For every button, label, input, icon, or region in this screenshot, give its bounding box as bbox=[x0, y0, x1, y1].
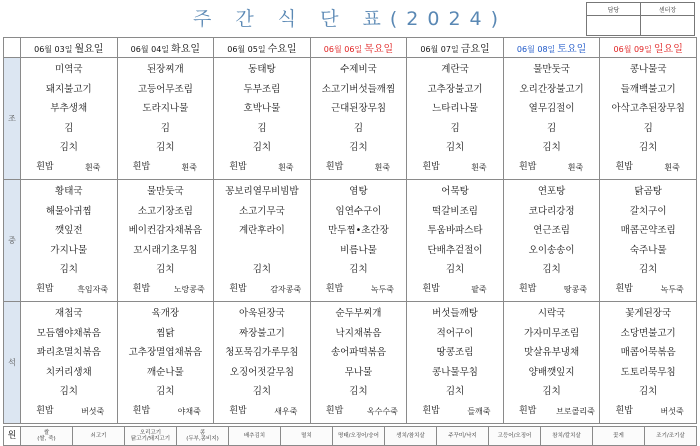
dish-item: 만두찜•초간장 bbox=[328, 225, 389, 236]
rice-item: 흰밥 bbox=[132, 405, 151, 416]
rice-item: 흰밥 bbox=[422, 405, 440, 416]
menu-cell-lunch bbox=[503, 180, 600, 302]
rice-and-porridge bbox=[600, 402, 696, 421]
rice-and-porridge bbox=[118, 158, 214, 177]
menu-cell-breakfast bbox=[310, 58, 407, 180]
dish-item: 김 bbox=[64, 122, 74, 134]
dish-item: 된장찌개 bbox=[146, 64, 184, 75]
menu-cell-dinner bbox=[214, 302, 311, 424]
day-header bbox=[214, 38, 311, 58]
dish-item: 베이컨감자채볶음 bbox=[128, 225, 203, 236]
dish-item: 땅콩조림 bbox=[436, 347, 474, 358]
origin-cell: 고등어/오징어 bbox=[489, 427, 541, 446]
dish-item: 두부조림 bbox=[243, 83, 281, 95]
dish-item: 김치 bbox=[639, 142, 658, 153]
meal-label-lunch: 중 bbox=[4, 180, 21, 302]
rice-and-porridge bbox=[407, 158, 503, 177]
menu-cell-lunch bbox=[21, 180, 118, 302]
dish-item: 열무김절이 bbox=[528, 103, 575, 114]
dish-item: 적어구이 bbox=[436, 327, 474, 339]
dish-item: 모듬햄야채볶음 bbox=[36, 327, 101, 339]
dish-item: 송어파떡볶음 bbox=[330, 347, 386, 358]
dish-item: 아삭고추된장무침 bbox=[611, 103, 685, 114]
rice-and-porridge bbox=[21, 402, 117, 421]
rice-and-porridge bbox=[21, 158, 117, 177]
dish-item: 치커리생채 bbox=[45, 366, 92, 378]
day-weekday: 화요일 bbox=[171, 44, 201, 55]
menu-cell-dinner bbox=[21, 302, 118, 424]
dish-item: 계란후라이 bbox=[238, 225, 285, 236]
dish-item: 김치 bbox=[59, 264, 78, 275]
dish-item: 갈치구이 bbox=[629, 205, 667, 217]
origin-cell: 꽃게 bbox=[593, 427, 645, 446]
origin-cell: 명태/오징어/숭어 bbox=[333, 427, 385, 446]
rice-and-porridge bbox=[504, 402, 600, 421]
dish-item: 맛살유부냉채 bbox=[524, 347, 580, 358]
menu-cell-breakfast bbox=[21, 58, 118, 180]
menu-cell-dinner bbox=[310, 302, 407, 424]
day-weekday: 금요일 bbox=[460, 44, 490, 55]
dish-item: 아욱된장국 bbox=[238, 308, 285, 319]
porridge-item: 땅콩죽 bbox=[563, 284, 588, 294]
rice-item: 흰밥 bbox=[36, 405, 54, 416]
dish-item: 들깨백불고기 bbox=[620, 83, 676, 95]
rice-and-porridge bbox=[407, 402, 503, 421]
dish-item: 시락국 bbox=[537, 308, 566, 319]
porridge-item: 브로콜리죽 bbox=[556, 406, 595, 416]
origin-cell: 생치/참치살 bbox=[385, 427, 437, 446]
rice-item: 흰밥 bbox=[325, 405, 344, 416]
dish-item: 돼지불고기 bbox=[45, 83, 92, 95]
rice-item: 흰밥 bbox=[422, 283, 440, 294]
dish-item: 청포묵김가루무침 bbox=[225, 347, 299, 358]
dish-item: 양배깻잎지 bbox=[528, 366, 575, 378]
dish-item: 단배추겉절이 bbox=[427, 244, 483, 256]
dish-item: 김 bbox=[547, 122, 557, 134]
dish-item: 김치 bbox=[156, 264, 175, 275]
origin-cell: 쇠고기 bbox=[73, 427, 125, 446]
porridge-item: 흰죽 bbox=[181, 162, 197, 172]
menu-table bbox=[3, 37, 697, 424]
dish-item: 해물아귀찜 bbox=[45, 205, 92, 217]
day-date: 06월 06일 bbox=[323, 45, 363, 54]
rice-item: 흰밥 bbox=[132, 283, 151, 294]
dish-item: 꽃게된장국 bbox=[625, 308, 672, 319]
rice-item: 흰밥 bbox=[519, 283, 537, 294]
porridge-item: 흑임자죽 bbox=[77, 284, 109, 294]
porridge-item: 버섯죽 bbox=[81, 406, 105, 416]
day-header bbox=[407, 38, 504, 58]
approval-sign-staff[interactable] bbox=[587, 16, 641, 36]
dish-item: 김치 bbox=[156, 386, 175, 397]
rice-and-porridge bbox=[504, 280, 600, 299]
dish-item: 김치 bbox=[59, 386, 78, 397]
day-date: 06월 08일 bbox=[516, 45, 556, 54]
day-weekday: 월요일 bbox=[74, 44, 104, 55]
dish-item: 도라지나물 bbox=[142, 103, 189, 114]
dish-item: 김치 bbox=[349, 386, 368, 397]
rice-item: 흰밥 bbox=[615, 405, 633, 416]
rice-item: 흰밥 bbox=[229, 405, 247, 416]
porridge-item: 녹두죽 bbox=[660, 284, 684, 294]
day-date: 06월 07일 bbox=[420, 45, 459, 54]
page-title: 주 간 식 단 표(2024) bbox=[192, 8, 508, 30]
menu-cell-dinner bbox=[407, 302, 504, 424]
menu-cell-dinner bbox=[117, 302, 214, 424]
day-header bbox=[600, 38, 697, 58]
rice-item: 흰밥 bbox=[229, 283, 247, 294]
meal-label-breakfast: 조 bbox=[4, 58, 21, 180]
day-date: 06월 03일 bbox=[34, 45, 73, 54]
dish-item: 깻잎전 bbox=[55, 225, 83, 236]
rice-and-porridge bbox=[214, 158, 310, 177]
rice-and-porridge bbox=[600, 158, 696, 177]
dish-item: 계란국 bbox=[441, 64, 469, 75]
origin-cell: 주꾸미/낙지 bbox=[437, 427, 489, 446]
dish-item: 김치 bbox=[252, 142, 272, 153]
dish-item: 가자미무조림 bbox=[524, 327, 580, 339]
day-weekday: 토요일 bbox=[557, 44, 587, 55]
rice-item: 흰밥 bbox=[229, 161, 247, 172]
porridge-item: 노랑콩죽 bbox=[173, 284, 205, 294]
dish-item: 김 bbox=[160, 122, 170, 134]
dish-item: 김치 bbox=[349, 264, 368, 275]
menu-cell-dinner bbox=[503, 302, 600, 424]
dish-item: 고등어무조림 bbox=[137, 83, 193, 95]
rice-and-porridge bbox=[311, 158, 407, 177]
dish-item: 김치 bbox=[445, 264, 465, 275]
dish-item: 꽁보리열무비빔밥 bbox=[225, 186, 299, 197]
rice-and-porridge bbox=[21, 280, 117, 299]
dish-item: 찜닭 bbox=[156, 327, 175, 339]
menu-cell-lunch bbox=[310, 180, 407, 302]
rice-item: 흰밥 bbox=[132, 161, 151, 172]
origin-row bbox=[4, 427, 697, 446]
dish-item: 미역국 bbox=[55, 64, 83, 75]
approval-box bbox=[586, 2, 695, 36]
dish-item: 김치 bbox=[252, 386, 272, 397]
porridge-item: 흰죽 bbox=[374, 162, 391, 172]
rice-item: 흰밥 bbox=[519, 405, 537, 416]
porridge-item: 새우죽 bbox=[274, 406, 298, 416]
dish-item: 염탕 bbox=[349, 186, 368, 197]
dish-item: 버섯들깨탕 bbox=[432, 308, 478, 319]
origin-label: 원 bbox=[4, 427, 21, 446]
dish-item: 숙주나물 bbox=[629, 244, 667, 256]
rice-item: 흰밥 bbox=[36, 161, 54, 172]
dish-item: 투움바파스타 bbox=[427, 225, 483, 236]
day-weekday: 목요일 bbox=[364, 44, 394, 55]
dish-item: 도토리묵무침 bbox=[620, 366, 676, 378]
day-date: 06월 05일 bbox=[227, 45, 266, 54]
approval-sign-director[interactable] bbox=[641, 16, 695, 36]
dish-item: 어묵탕 bbox=[441, 186, 469, 197]
rice-and-porridge bbox=[311, 280, 407, 299]
dish-item: 부추생채 bbox=[50, 103, 88, 114]
porridge-item: 흰죽 bbox=[84, 162, 101, 172]
menu-cell-breakfast bbox=[503, 58, 600, 180]
dish-item: 짜장불고기 bbox=[238, 327, 285, 339]
rice-item: 흰밥 bbox=[422, 161, 440, 172]
origin-cell: 쌀 (쌀, 죽) bbox=[21, 427, 73, 446]
dish-item: 깨순나물 bbox=[146, 366, 184, 378]
dish-item: 근대된장무침 bbox=[330, 103, 386, 114]
dish-item: 소고기무국 bbox=[238, 205, 285, 217]
dish-item: 김 bbox=[353, 122, 364, 134]
menu-cell-breakfast bbox=[214, 58, 311, 180]
menu-cell-lunch bbox=[117, 180, 214, 302]
dish-item: 김치 bbox=[252, 264, 272, 275]
rice-item: 흰밥 bbox=[325, 283, 344, 294]
dish-item: 고추장불고기 bbox=[427, 83, 483, 95]
dish-item: 콩나물무침 bbox=[432, 366, 478, 378]
day-header bbox=[310, 38, 407, 58]
origin-cell: 멸치 bbox=[281, 427, 333, 446]
day-date: 06월 09일 bbox=[613, 45, 652, 54]
dish-item: 김 bbox=[643, 122, 653, 134]
origin-cell: 배추김치 bbox=[229, 427, 281, 446]
dish-item: 김치 bbox=[445, 142, 465, 153]
dish-item: 김치 bbox=[639, 386, 658, 397]
porridge-item: 감자콩죽 bbox=[270, 284, 302, 294]
dish-item: 소당면불고기 bbox=[620, 327, 676, 339]
dish-item: 매콤곤약조림 bbox=[620, 225, 676, 236]
dish-item: 김치 bbox=[542, 142, 561, 153]
dish-item: 무나물 bbox=[344, 366, 373, 378]
rice-and-porridge bbox=[407, 280, 503, 299]
menu-cell-breakfast bbox=[407, 58, 504, 180]
dish-item: 매콤어묵볶음 bbox=[620, 347, 676, 358]
origin-cell: 콩 (두부,콩비지) bbox=[177, 427, 229, 446]
dish-item: 오리간장불고기 bbox=[519, 83, 584, 95]
dish-item: 닭곰탕 bbox=[634, 186, 662, 197]
porridge-item: 흰죽 bbox=[278, 162, 294, 172]
dish-item: 순두부찌개 bbox=[335, 308, 382, 319]
dish-item: 김치 bbox=[349, 142, 368, 153]
ingredient-origin-table bbox=[3, 426, 697, 446]
dish-item: 김치 bbox=[542, 386, 561, 397]
dish-item: 비름나물 bbox=[340, 244, 377, 256]
rice-and-porridge bbox=[311, 402, 407, 421]
day-weekday: 일요일 bbox=[653, 44, 683, 55]
dish-item: 수제비국 bbox=[340, 64, 377, 75]
rice-and-porridge bbox=[214, 402, 310, 421]
dish-item bbox=[214, 241, 310, 261]
dish-item: 김치 bbox=[639, 264, 658, 275]
dish-item: 육개장 bbox=[151, 308, 180, 319]
porridge-item: 들깨죽 bbox=[467, 406, 491, 416]
dish-item: 임연수구이 bbox=[335, 205, 382, 217]
day-header bbox=[503, 38, 600, 58]
porridge-item: 팥죽 bbox=[471, 284, 487, 294]
dish-item: 호박나물 bbox=[243, 103, 281, 114]
dish-item: 꼬시래기초무침 bbox=[133, 244, 198, 256]
dish-item: 김치 bbox=[59, 142, 78, 153]
dish-item: 꽈리초멸치볶음 bbox=[36, 347, 101, 358]
porridge-item: 녹두죽 bbox=[370, 284, 394, 294]
dish-item: 소고기버섯들깨찜 bbox=[321, 83, 396, 95]
dish-item: 김 bbox=[450, 122, 460, 134]
porridge-item: 흰죽 bbox=[567, 162, 584, 172]
dish-item: 동태탕 bbox=[248, 64, 276, 75]
dish-item: 느타리나물 bbox=[432, 103, 478, 114]
dish-item: 떡갈비조림 bbox=[432, 205, 478, 217]
dish-item: 재첩국 bbox=[55, 308, 83, 319]
origin-cell: 참치/칼치살 bbox=[541, 427, 593, 446]
meal-label-dinner: 석 bbox=[4, 302, 21, 424]
rice-and-porridge bbox=[600, 280, 696, 299]
day-weekday: 수요일 bbox=[267, 44, 297, 55]
origin-cell: 오리고기 닭고기/돼지고기 bbox=[125, 427, 177, 446]
rice-and-porridge bbox=[214, 280, 310, 299]
dish-item: 소고기장조림 bbox=[137, 205, 193, 217]
dish-item: 김치 bbox=[542, 264, 561, 275]
dish-item: 연포탕 bbox=[537, 186, 566, 197]
rice-item: 흰밥 bbox=[325, 161, 344, 172]
rice-and-porridge bbox=[118, 402, 214, 421]
porridge-item: 흰죽 bbox=[471, 162, 487, 172]
dish-item: 김치 bbox=[156, 142, 175, 153]
dish-item: 물만둣국 bbox=[533, 64, 570, 75]
dish-item: 코다리강정 bbox=[528, 205, 575, 217]
dish-item: 콩나물국 bbox=[629, 64, 667, 75]
origin-cell: 조기/조기살 bbox=[645, 427, 697, 446]
porridge-item: 야채죽 bbox=[177, 406, 201, 416]
rice-item: 흰밥 bbox=[519, 161, 537, 172]
porridge-item: 버섯죽 bbox=[660, 406, 684, 416]
rice-item: 흰밥 bbox=[36, 283, 54, 294]
menu-cell-lunch bbox=[214, 180, 311, 302]
day-header bbox=[117, 38, 214, 58]
rice-item: 흰밥 bbox=[615, 283, 633, 294]
dish-item: 오징어젓갈무침 bbox=[229, 366, 295, 378]
day-date: 06월 04일 bbox=[130, 45, 170, 54]
dish-item: 김치 bbox=[445, 386, 465, 397]
dish-item: 물만둣국 bbox=[146, 186, 184, 197]
dish-item: 낙지채볶음 bbox=[335, 327, 382, 339]
dish-item: 황태국 bbox=[55, 186, 83, 197]
porridge-item: 흰죽 bbox=[664, 162, 680, 172]
approval-label-staff: 담당 bbox=[587, 3, 641, 16]
approval-label-director: 센터장 bbox=[641, 3, 695, 16]
menu-cell-dinner bbox=[600, 302, 697, 424]
menu-cell-breakfast bbox=[600, 58, 697, 180]
porridge-item: 옥수수죽 bbox=[366, 406, 398, 416]
menu-cell-lunch bbox=[407, 180, 504, 302]
header-corner bbox=[4, 38, 21, 58]
dish-item: 고추장멸엽채볶음 bbox=[128, 347, 203, 358]
dish-item: 가지나물 bbox=[50, 244, 88, 256]
rice-and-porridge bbox=[118, 280, 214, 299]
menu-cell-lunch bbox=[600, 180, 697, 302]
menu-cell-breakfast bbox=[117, 58, 214, 180]
day-header bbox=[21, 38, 118, 58]
dish-item: 오이송송이 bbox=[528, 244, 575, 256]
rice-and-porridge bbox=[504, 158, 600, 177]
dish-item: 김 bbox=[257, 122, 267, 134]
rice-item: 흰밥 bbox=[615, 161, 633, 172]
dish-item: 연근조림 bbox=[533, 225, 570, 236]
